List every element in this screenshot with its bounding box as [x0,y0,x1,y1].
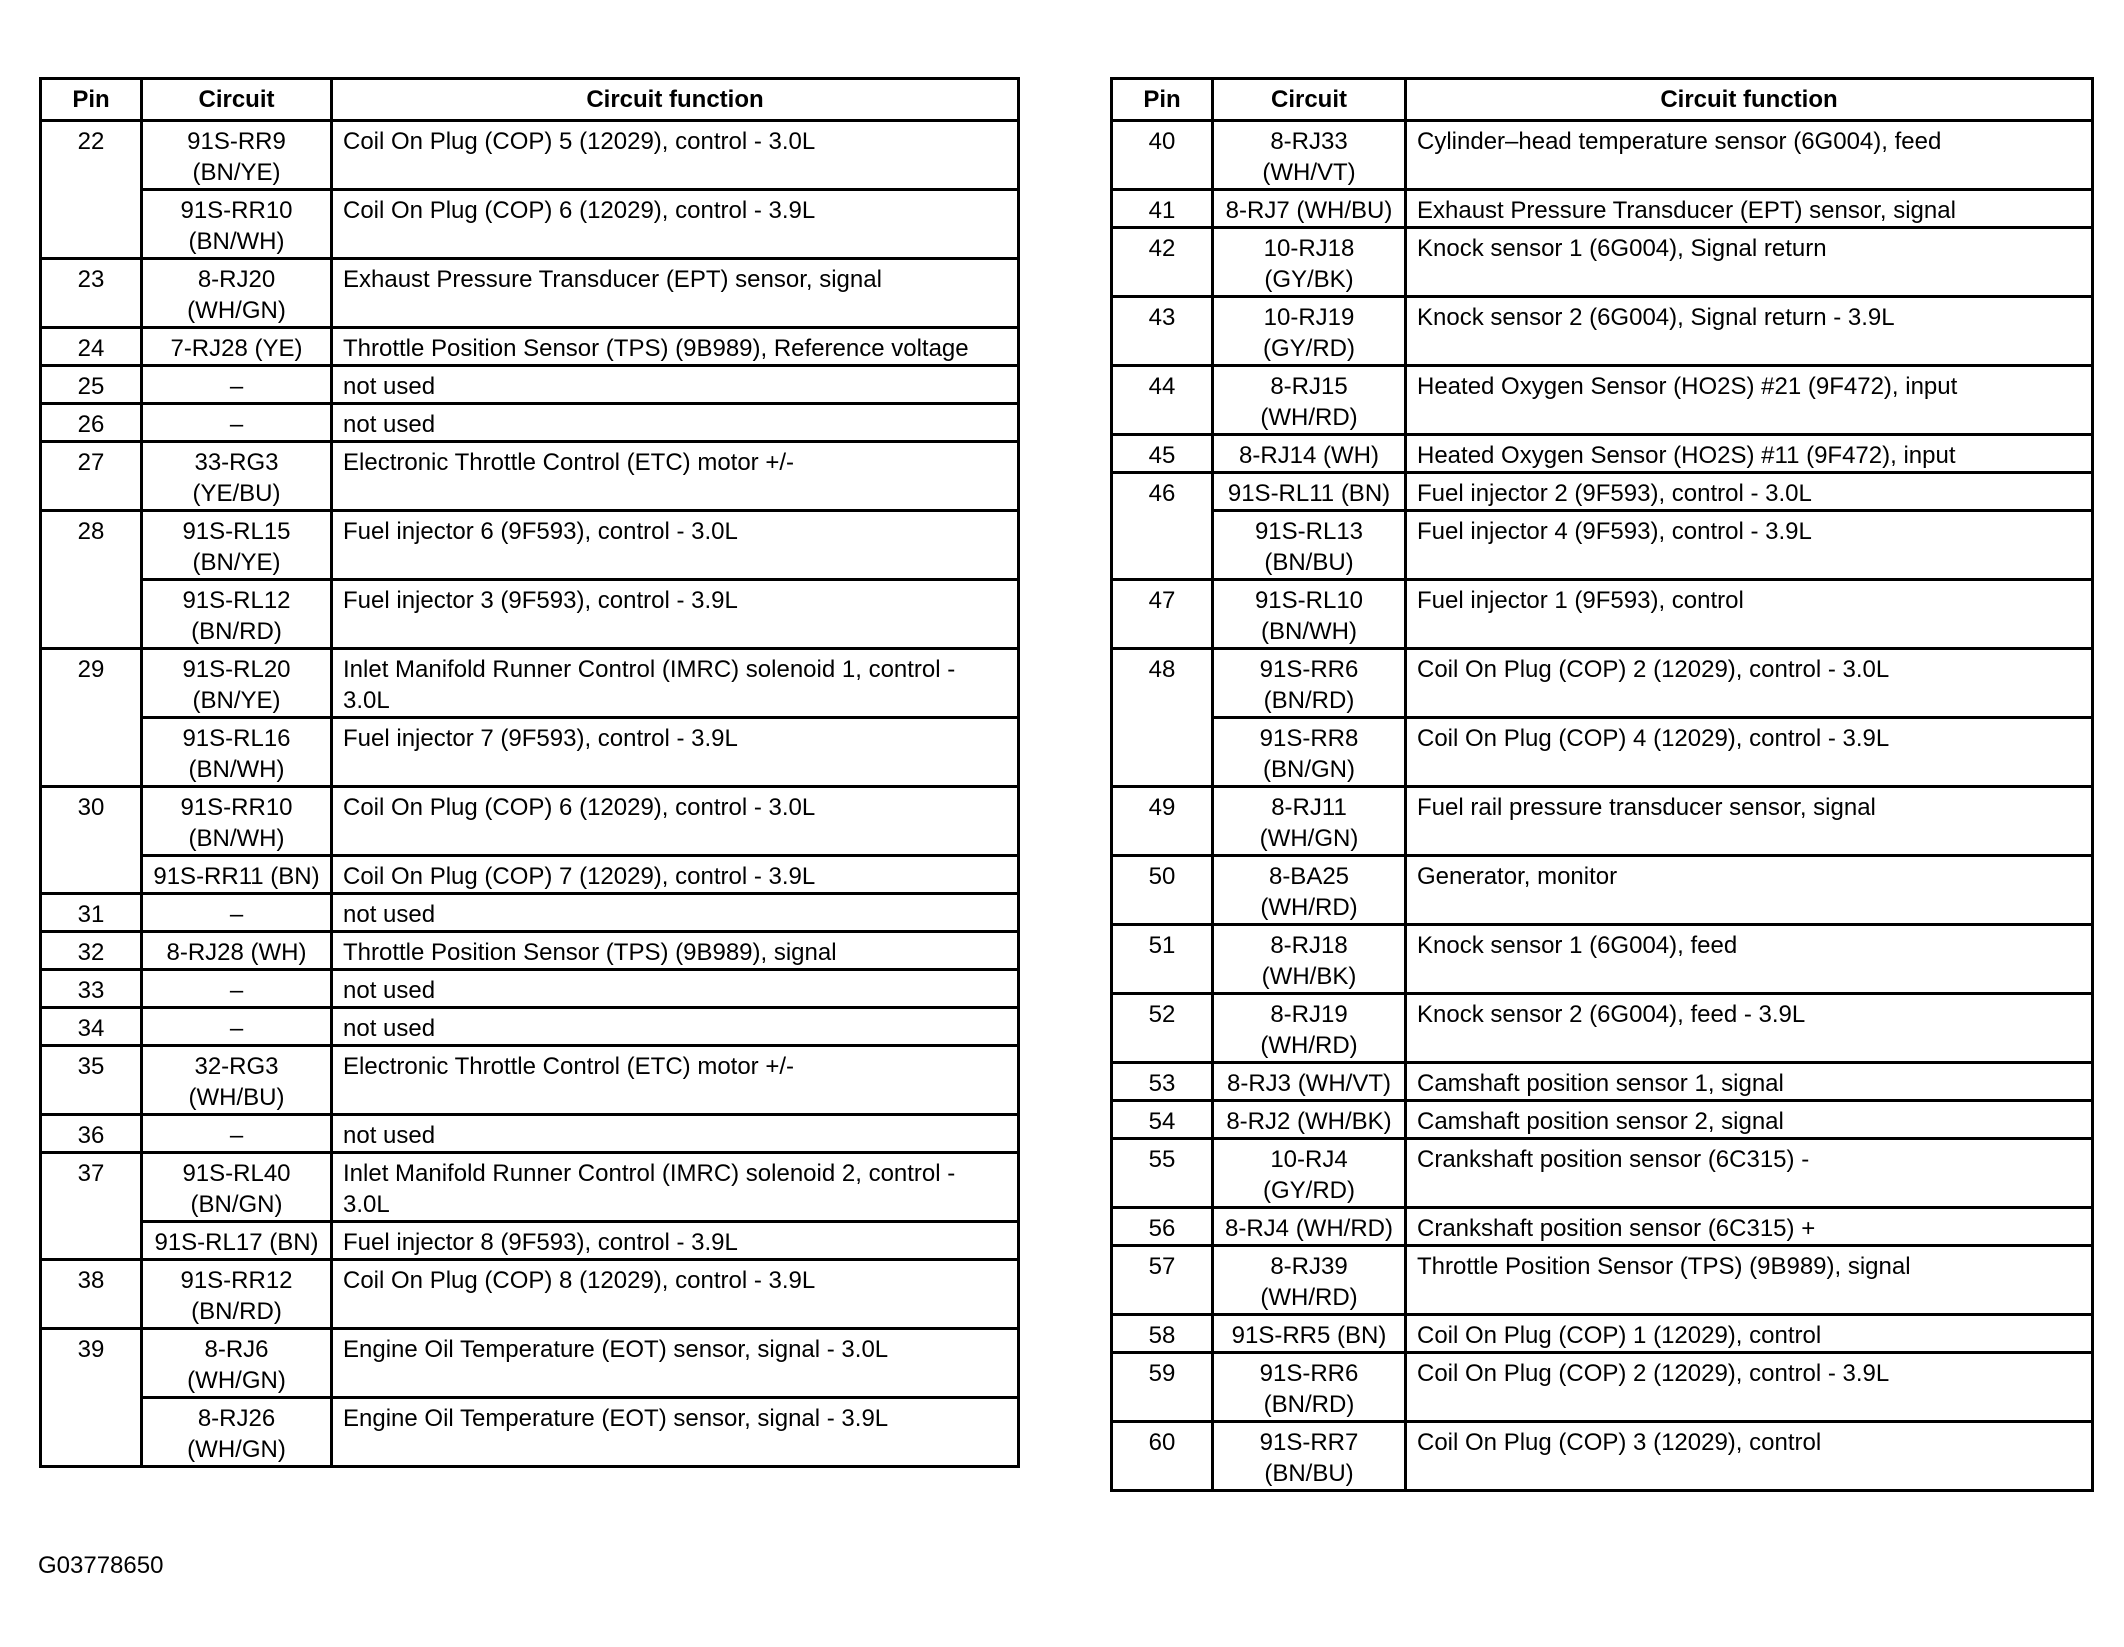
circuit-function: Coil On Plug (COP) 6 (12029), control - 3.9L [332,190,1019,259]
circuit-function: Coil On Plug (COP) 5 (12029), control - 3.0L [332,121,1019,190]
circuit-function: Coil On Plug (COP) 1 (12029), control [1406,1315,2093,1353]
circuit-function: Fuel injector 6 (9F593), control - 3.0L [332,511,1019,580]
header-circuit: Circuit [1213,79,1406,121]
circuit-code: 91S-RL17 (BN) [142,1222,332,1260]
circuit-code: 91S-RL10 (BN/WH) [1213,580,1406,649]
table-row [1112,994,2093,1063]
pin-number: 42 [1112,228,1213,297]
table-row [41,970,1019,1008]
pin-number: 33 [41,970,142,1008]
circuit-function: Fuel injector 7 (9F593), control - 3.9L [332,718,1019,787]
pin-number: 58 [1112,1315,1213,1353]
table-row [1112,649,2093,718]
circuit-code: 8-RJ4 (WH/RD) [1213,1208,1406,1246]
pin-number: 52 [1112,994,1213,1063]
table-body-right [1112,121,2093,1491]
pin-number: 29 [41,649,142,787]
pin-number: 53 [1112,1063,1213,1101]
circuit-function: not used [332,404,1019,442]
circuit-code: – [142,404,332,442]
table-row [1112,366,2093,435]
pin-number: 30 [41,787,142,894]
pin-table-right [1110,77,2094,1492]
circuit-function: Knock sensor 2 (6G004), feed - 3.9L [1406,994,2093,1063]
circuit-code: 91S-RL13 (BN/BU) [1213,511,1406,580]
pin-number: 38 [41,1260,142,1329]
table-row [41,787,1019,856]
pin-number: 35 [41,1046,142,1115]
circuit-code: 32-RG3 (WH/BU) [142,1046,332,1115]
table-row [41,856,1019,894]
pin-number: 28 [41,511,142,649]
pin-number: 46 [1112,473,1213,580]
pin-number: 57 [1112,1246,1213,1315]
circuit-function: Inlet Manifold Runner Control (IMRC) solenoid 2, control - 3.0L [332,1153,1019,1222]
pin-number: 37 [41,1153,142,1260]
table-row [1112,190,2093,228]
circuit-code: 91S-RR6 (BN/RD) [1213,1353,1406,1422]
circuit-function: Coil On Plug (COP) 8 (12029), control - 3.9L [332,1260,1019,1329]
circuit-code: 91S-RL12 (BN/RD) [142,580,332,649]
table-row [1112,297,2093,366]
circuit-code: 91S-RL20 (BN/YE) [142,649,332,718]
pin-number: 44 [1112,366,1213,435]
circuit-function: Coil On Plug (COP) 2 (12029), control - 3.9L [1406,1353,2093,1422]
circuit-code: 91S-RL40 (BN/GN) [142,1153,332,1222]
pin-number: 51 [1112,925,1213,994]
table-row [1112,1246,2093,1315]
pin-number: 59 [1112,1353,1213,1422]
pin-number: 55 [1112,1139,1213,1208]
circuit-function: Coil On Plug (COP) 7 (12029), control - 3.9L [332,856,1019,894]
pin-number: 48 [1112,649,1213,787]
circuit-function: Generator, monitor [1406,856,2093,925]
circuit-code: 8-RJ15 (WH/RD) [1213,366,1406,435]
pin-number: 24 [41,328,142,366]
circuit-code: 8-BA25 (WH/RD) [1213,856,1406,925]
circuit-code: 8-RJ20 (WH/GN) [142,259,332,328]
table-row [41,328,1019,366]
circuit-code: 10-RJ4 (GY/RD) [1213,1139,1406,1208]
table-header-row [41,79,1019,121]
table-row [41,1329,1019,1398]
table-row [41,580,1019,649]
circuit-code: – [142,366,332,404]
circuit-function: not used [332,366,1019,404]
circuit-function: Fuel rail pressure transducer sensor, signal [1406,787,2093,856]
table-row [41,649,1019,718]
table-row [1112,856,2093,925]
table-row [1112,787,2093,856]
table-row [1112,435,2093,473]
figure-id: G03778650 [38,1552,164,1579]
circuit-function: Heated Oxygen Sensor (HO2S) #11 (9F472), input [1406,435,2093,473]
pin-number: 45 [1112,435,1213,473]
circuit-function: not used [332,894,1019,932]
pin-number: 34 [41,1008,142,1046]
pin-number: 22 [41,121,142,259]
table-row [1112,1353,2093,1422]
circuit-function: Throttle Position Sensor (TPS) (9B989), signal [332,932,1019,970]
circuit-function: Coil On Plug (COP) 3 (12029), control [1406,1422,2093,1491]
circuit-code: 91S-RR12 (BN/RD) [142,1260,332,1329]
table-row [41,1046,1019,1115]
circuit-code: – [142,894,332,932]
header-circuit-function: Circuit function [1406,79,2093,121]
circuit-function: Crankshaft position sensor (6C315) - [1406,1139,2093,1208]
circuit-code: 8-RJ26 (WH/GN) [142,1398,332,1467]
table-row [1112,511,2093,580]
circuit-code: 7-RJ28 (YE) [142,328,332,366]
table-row [41,121,1019,190]
circuit-function: Fuel injector 1 (9F593), control [1406,580,2093,649]
circuit-code: 91S-RL15 (BN/YE) [142,511,332,580]
pin-number: 50 [1112,856,1213,925]
circuit-code: 8-RJ39 (WH/RD) [1213,1246,1406,1315]
circuit-function: Electronic Throttle Control (ETC) motor +/- [332,1046,1019,1115]
circuit-function: Camshaft position sensor 1, signal [1406,1063,2093,1101]
circuit-code: 8-RJ7 (WH/BU) [1213,190,1406,228]
pin-number: 36 [41,1115,142,1153]
circuit-code: 91S-RR6 (BN/RD) [1213,649,1406,718]
circuit-code: – [142,1115,332,1153]
table-row [41,1153,1019,1222]
pin-number: 23 [41,259,142,328]
circuit-function: Fuel injector 4 (9F593), control - 3.9L [1406,511,2093,580]
table-row [1112,718,2093,787]
circuit-code: 91S-RR5 (BN) [1213,1315,1406,1353]
circuit-function: Knock sensor 1 (6G004), Signal return [1406,228,2093,297]
table-row [41,1398,1019,1467]
pin-number: 56 [1112,1208,1213,1246]
pin-table-left [39,77,1020,1468]
circuit-function: Exhaust Pressure Transducer (EPT) sensor, signal [332,259,1019,328]
header-circuit-function: Circuit function [332,79,1019,121]
circuit-function: Engine Oil Temperature (EOT) sensor, signal - 3.0L [332,1329,1019,1398]
circuit-code: 91S-RL16 (BN/WH) [142,718,332,787]
circuit-code: 8-RJ18 (WH/BK) [1213,925,1406,994]
circuit-code: 8-RJ33 (WH/VT) [1213,121,1406,190]
circuit-code: 91S-RR7 (BN/BU) [1213,1422,1406,1491]
header-circuit: Circuit [142,79,332,121]
table-row [41,894,1019,932]
pin-number: 40 [1112,121,1213,190]
table-row [41,1260,1019,1329]
circuit-code: 91S-RR10 (BN/WH) [142,190,332,259]
circuit-function: Cylinder–head temperature sensor (6G004), feed [1406,121,2093,190]
circuit-code: 10-RJ18 (GY/BK) [1213,228,1406,297]
header-pin: Pin [1112,79,1213,121]
circuit-function: not used [332,1008,1019,1046]
circuit-function: Fuel injector 3 (9F593), control - 3.9L [332,580,1019,649]
pin-number: 41 [1112,190,1213,228]
circuit-function: not used [332,970,1019,1008]
circuit-function: Throttle Position Sensor (TPS) (9B989), Reference voltage [332,328,1019,366]
table-row [41,404,1019,442]
circuit-function: Exhaust Pressure Transducer (EPT) sensor, signal [1406,190,2093,228]
circuit-function: Coil On Plug (COP) 2 (12029), control - 3.0L [1406,649,2093,718]
table-body-left [41,121,1019,1467]
circuit-function: Heated Oxygen Sensor (HO2S) #21 (9F472), input [1406,366,2093,435]
table-row [1112,925,2093,994]
circuit-code: – [142,970,332,1008]
pin-number: 49 [1112,787,1213,856]
table-row [1112,580,2093,649]
circuit-code: 91S-RR10 (BN/WH) [142,787,332,856]
table-row [1112,121,2093,190]
circuit-code: 8-RJ3 (WH/VT) [1213,1063,1406,1101]
circuit-code: – [142,1008,332,1046]
table-row [41,1008,1019,1046]
table-row [1112,1315,2093,1353]
circuit-function: Inlet Manifold Runner Control (IMRC) solenoid 1, control - 3.0L [332,649,1019,718]
circuit-code: 8-RJ2 (WH/BK) [1213,1101,1406,1139]
circuit-function: Knock sensor 1 (6G004), feed [1406,925,2093,994]
circuit-function: Fuel injector 2 (9F593), control - 3.0L [1406,473,2093,511]
circuit-code: 8-RJ6 (WH/GN) [142,1329,332,1398]
circuit-code: 91S-RL11 (BN) [1213,473,1406,511]
circuit-code: 8-RJ28 (WH) [142,932,332,970]
circuit-code: 8-RJ14 (WH) [1213,435,1406,473]
table-row [41,511,1019,580]
circuit-code: 91S-RR8 (BN/GN) [1213,718,1406,787]
table-row [1112,228,2093,297]
circuit-code: 33-RG3 (YE/BU) [142,442,332,511]
table-row [41,1115,1019,1153]
pin-number: 43 [1112,297,1213,366]
circuit-function: not used [332,1115,1019,1153]
pin-number: 25 [41,366,142,404]
table-row [1112,1101,2093,1139]
table-row [41,366,1019,404]
pin-number: 39 [41,1329,142,1467]
circuit-function: Electronic Throttle Control (ETC) motor +/- [332,442,1019,511]
table-row [41,259,1019,328]
pin-number: 31 [41,894,142,932]
circuit-code: 91S-RR11 (BN) [142,856,332,894]
circuit-function: Knock sensor 2 (6G004), Signal return - 3.9L [1406,297,2093,366]
circuit-function: Engine Oil Temperature (EOT) sensor, signal - 3.9L [332,1398,1019,1467]
header-pin: Pin [41,79,142,121]
circuit-code: 10-RJ19 (GY/RD) [1213,297,1406,366]
table-header-row [1112,79,2093,121]
circuit-function: Camshaft position sensor 2, signal [1406,1101,2093,1139]
table-row [41,932,1019,970]
pin-number: 47 [1112,580,1213,649]
table-row [41,1222,1019,1260]
pin-number: 32 [41,932,142,970]
circuit-code: 91S-RR9 (BN/YE) [142,121,332,190]
table-row [1112,1063,2093,1101]
table-row [1112,1422,2093,1491]
circuit-code: 8-RJ19 (WH/RD) [1213,994,1406,1063]
circuit-function: Crankshaft position sensor (6C315) + [1406,1208,2093,1246]
circuit-function: Throttle Position Sensor (TPS) (9B989), signal [1406,1246,2093,1315]
pin-number: 26 [41,404,142,442]
circuit-function: Fuel injector 8 (9F593), control - 3.9L [332,1222,1019,1260]
table-row [1112,473,2093,511]
pin-number: 60 [1112,1422,1213,1491]
circuit-function: Coil On Plug (COP) 6 (12029), control - 3.0L [332,787,1019,856]
table-row [1112,1208,2093,1246]
pin-number: 54 [1112,1101,1213,1139]
table-row [1112,1139,2093,1208]
circuit-function: Coil On Plug (COP) 4 (12029), control - 3.9L [1406,718,2093,787]
table-row [41,718,1019,787]
circuit-code: 8-RJ11 (WH/GN) [1213,787,1406,856]
table-row [41,442,1019,511]
table-row [41,190,1019,259]
pin-number: 27 [41,442,142,511]
